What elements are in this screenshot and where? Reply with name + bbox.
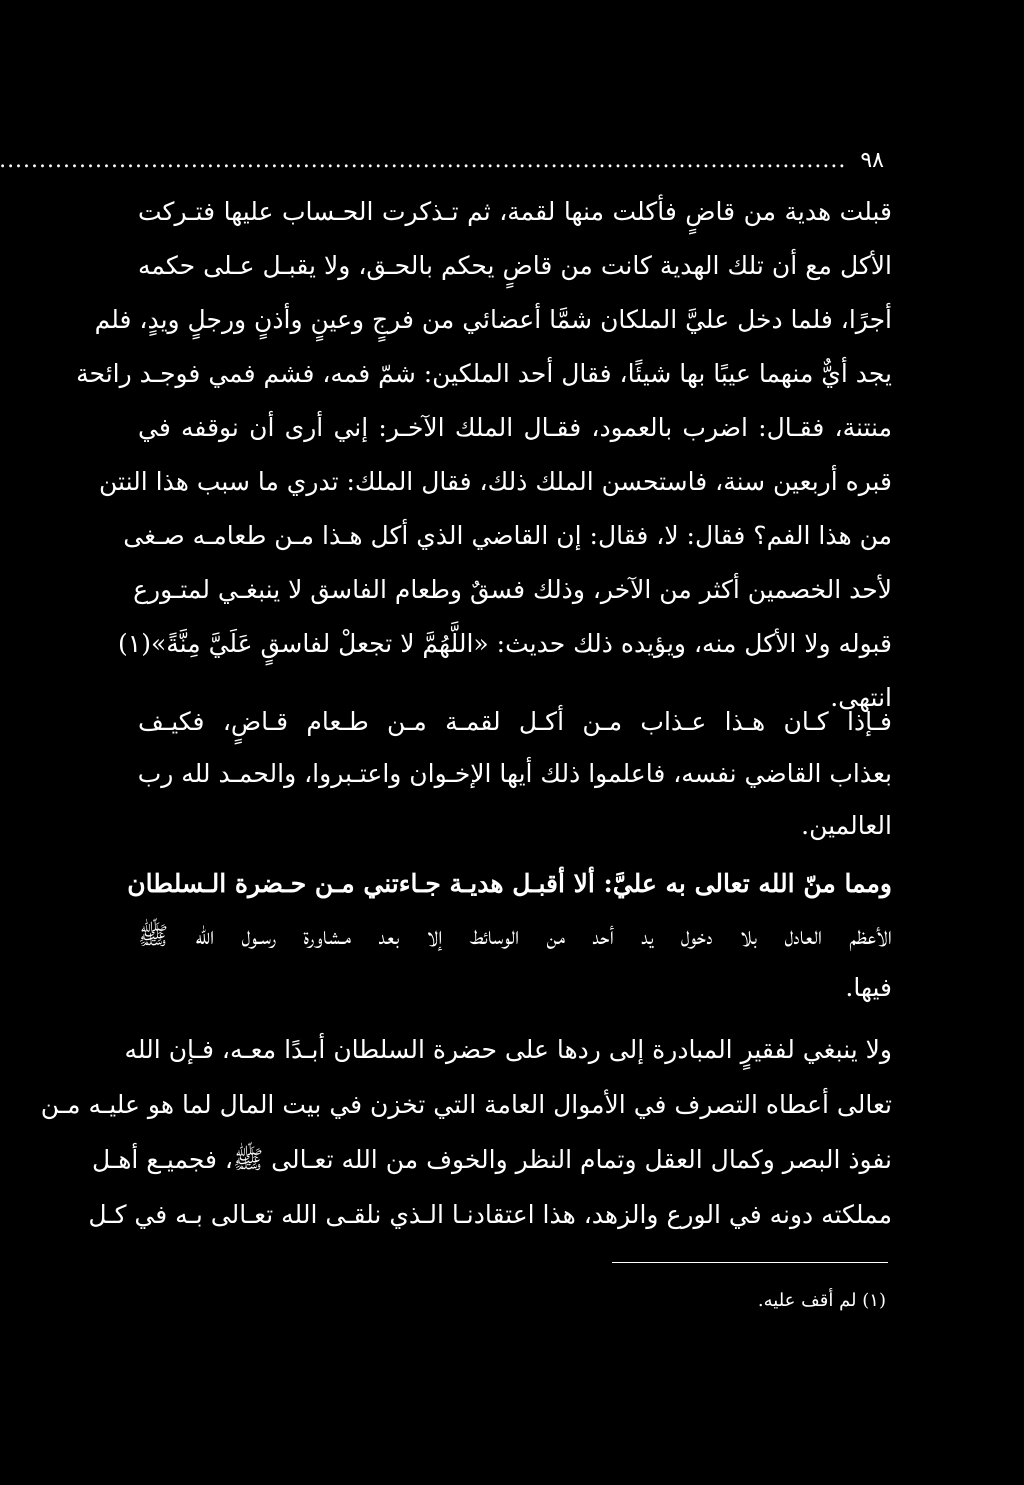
text-line: ومما منّ الله تعالى به عليَّ: ألا أقبـل هديـة جـاءتني مـن حـضرة الـسلطان [127, 869, 892, 898]
text-line: العالمين. [801, 811, 892, 840]
text-line: منتنة، فقـال: اضرب بالعمود، فقـال الملك الآخـر: إني أرى أن نوقفه في [138, 413, 892, 442]
text-line: لأحد الخصمين أكثر من الآخر، وذلك فسقٌ وطعام الفاسق لا ينبغـي لمتـورع [133, 575, 892, 604]
text-line: قبلت هدية من قاضٍ فأكلت منها لقمة، ثم تـذكرت الحـساب عليها فتـركت [138, 197, 892, 226]
text-line: فيها. [845, 973, 892, 1002]
leader-dots [0, 148, 846, 173]
text-line: مملكته دونه في الورع والزهد، هذا اعتقادنـا الـذي نلقـى الله تعـالى بـه في كـل [88, 1200, 892, 1229]
footnote: (١) لم أقف عليه. [757, 1290, 886, 1311]
text-line: فـإذا كـان هـذا عـذاب مـن أكـل لقمـة مـن طـعام قـاضٍ، فكيـف [138, 707, 892, 736]
text-line: قبوله ولا الأكل منه، ويؤيده ذلك حديث: «اللَّهُمَّ لا تجعلْ لفاسقٍ عَلَيَّ مِنَّةً»(١) [118, 629, 892, 658]
text-line: الأكل مع أن تلك الهدية كانت من قاضٍ يحكم بالحـق، ولا يقبـل عـلى حكمه [138, 251, 892, 280]
text-line: انتهى. [830, 683, 892, 712]
paragraph-4 [40, 1022, 892, 1242]
text-line: بعذاب القاضي نفسه، فاعلموا ذلك أيها الإخـوان واعتـبروا، والحمـد لله رب [137, 759, 892, 788]
text-line: تعالى أعطاه التصرف في الأموال العامة التي تخزن في بيت المال لما هو عليـه مـن [40, 1090, 892, 1119]
text-line: من هذا الفم؟ فقال: لا، فقال: إن القاضي الذي أكل هـذا مـن طعامـه صـغى [123, 521, 892, 550]
paragraph-1 [76, 185, 892, 725]
text-line: ولا ينبغي لفقيرٍ المبادرة إلى ردها على حضرة السلطان أبـدًا معـه، فـإن الله [124, 1035, 892, 1064]
text-line: أجرًا، فلما دخل عليَّ الملكان شمَّا أعضائي من فرجٍ وعينٍ وأذنٍ ورجلٍ ويدٍ، فلم [94, 305, 892, 334]
text-line: قبره أربعين سنة، فاستحسن الملك ذلك، فقال الملك: تدري ما سبب هذا النتن [99, 467, 892, 496]
page-header [140, 140, 884, 180]
paragraph-3 [127, 858, 892, 1014]
paragraph-2 [138, 696, 892, 852]
text-line: الأعظم العادل بلا دخول يد أحد من الوسائط إلا بعد مـشاورة رسـول الله ﷺ [138, 921, 892, 950]
text-line: يجد أيٌّ منهما عيبًا بها شيئًا، فقال أحد الملكين: شمّ فمه، فشم فمي فوجـد رائحة [76, 359, 892, 388]
text-line: نفوذ البصر وكمال العقل وتمام النظر والخوف من الله تعـالى ﷺ، فجميـع أهـل [91, 1145, 892, 1174]
page-number: ٩٨ [860, 147, 884, 173]
footnote-divider [612, 1262, 888, 1263]
